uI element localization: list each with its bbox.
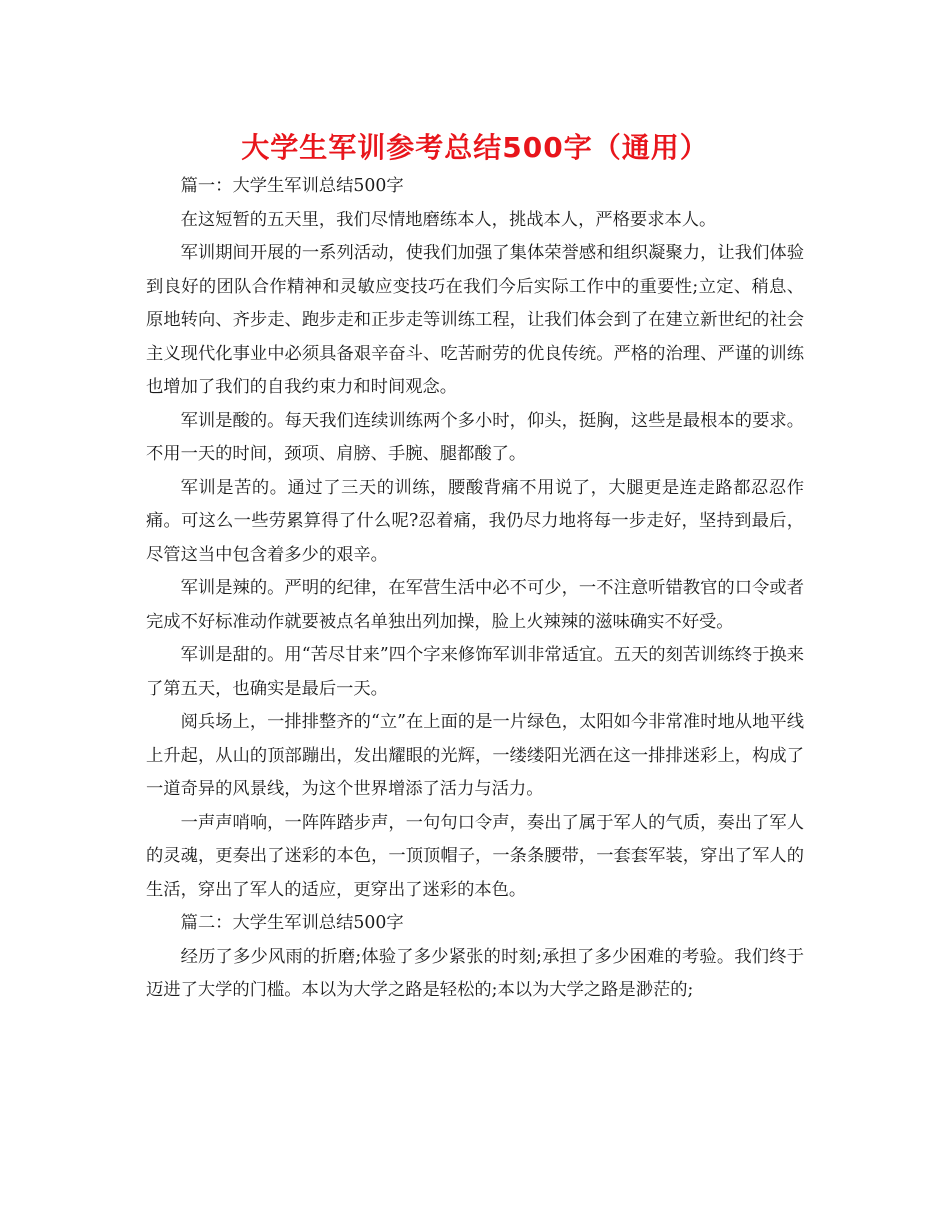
section-heading: 篇二：大学生军训总结500字: [180, 913, 404, 933]
paragraph: 军训是苦的。通过了三天的训练，腰酸背痛不用说了，大腿更是连走路都忍忍作痛。可这么一些劳累算得了什么呢?忍着痛，我仍尽力地将每一步走好，坚持到最后，尽管这当中包含着多少的艰辛。: [146, 477, 804, 565]
document-title: 大学生军训参考总结500字（通用）: [241, 131, 709, 164]
section-heading: 篇一：大学生军训总结500字: [180, 176, 404, 196]
document-body: [146, 170, 804, 1008]
paragraph: 军训是酸的。每天我们连续训练两个多小时，仰头，挺胸，这些是最根本的要求。不用一天的时间，颈项、肩膀、手腕、腿都酸了。: [146, 410, 804, 464]
paragraph: 军训是甜的。用“苦尽甘来”四个字来修饰军训非常适宜。五天的刻苦训练终于换来了第五天，也确实是最后一天。: [146, 645, 804, 699]
paragraph: 经历了多少风雨的折磨;体验了多少紧张的时刻;承担了多少困难的考验。我们终于迈进了大学的门槛。本以为大学之路是轻松的;本以为大学之路是渺茫的;: [146, 946, 804, 1000]
paragraph: 在这短暂的五天里，我们尽情地磨练本人，挑战本人，严格要求本人。: [180, 209, 717, 230]
paragraph: 军训期间开展的一系列活动，使我们加强了集体荣誉感和组织凝聚力，让我们体验到良好的团队合作精神和灵敏应变技巧在我们今后实际工作中的重要性;立定、稍息、原地转向、齐步走、跑步走和正步走等训练工程，让我们体会到了在建立新世纪的社会主义现代化事业中必须具备艰辛奋斗、吃苦耐劳的优良传统。严格的治理、严谨的训练也增加了我们的自我约束力和时间观念。: [146, 243, 804, 397]
paragraph: 阅兵场上，一排排整齐的“立”在上面的是一片绿色，太阳如今非常准时地从地平线上升起，从山的顶部蹦出，发出耀眼的光辉，一缕缕阳光洒在这一排排迷彩上，构成了一道奇异的风景线，为这个世界增添了活力与活力。: [146, 712, 804, 799]
paragraph: 军训是辣的。严明的纪律，在军营生活中必不可少，一不注意听错教官的口令或者完成不好标准动作就要被点名单独出列加操，脸上火辣辣的滋味确实不好受。: [146, 578, 804, 632]
paragraph: 一声声哨响，一阵阵踏步声，一句句口令声，奏出了属于军人的气质，奏出了军人的灵魂，更奏出了迷彩的本色，一顶顶帽子，一条条腰带，一套套军装，穿出了军人的生活，穿出了军人的适应，更穿出了迷彩的本色。: [146, 812, 804, 900]
